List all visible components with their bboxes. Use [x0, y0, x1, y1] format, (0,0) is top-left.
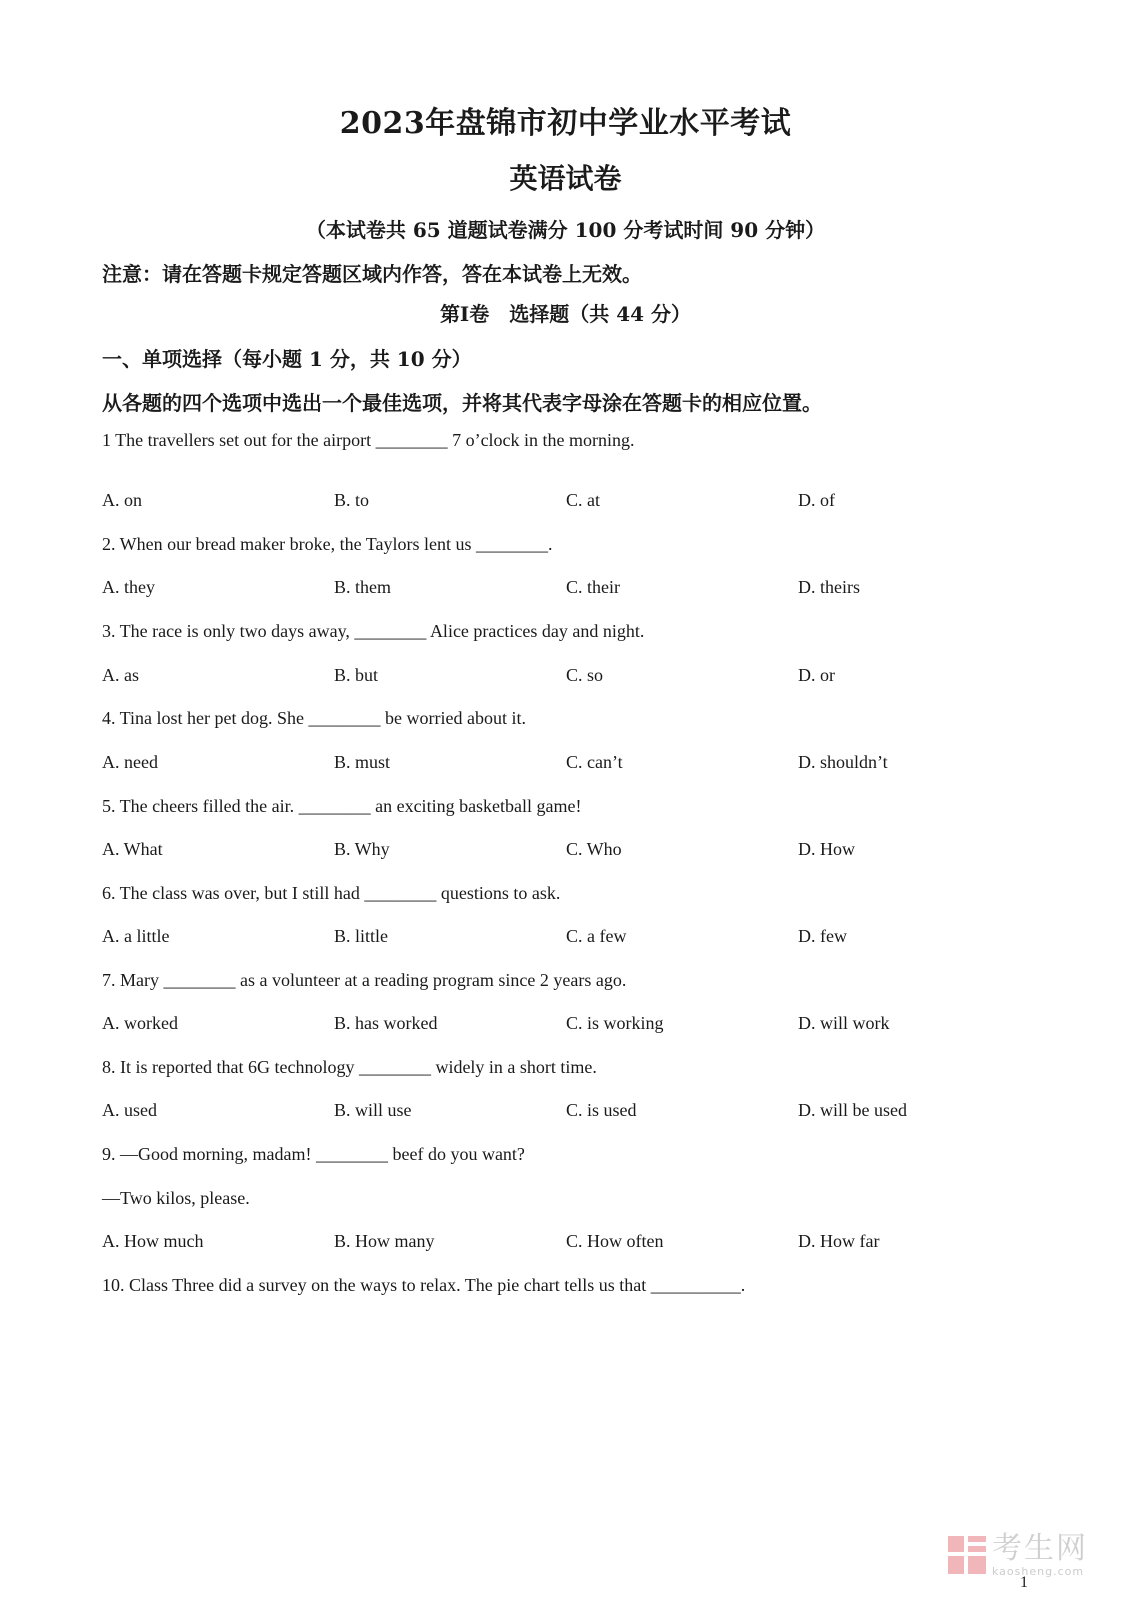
option-9c: C. How often [566, 1231, 664, 1251]
page-number: 1 [1020, 1574, 1028, 1591]
question-5: 5. The cheers filled the air. ________ an exciting basketball game! [102, 796, 582, 816]
option-5a: A. What [102, 839, 163, 859]
question-2: 2. When our bread maker broke, the Taylors lent us ________. [102, 534, 553, 554]
option-1a: A. on [102, 490, 142, 510]
question-6: 6. The class was over, but I still had ________ questions to ask. [102, 883, 561, 903]
option-8a: A. used [102, 1100, 157, 1120]
option-9d: D. How far [798, 1231, 880, 1251]
question-7: 7. Mary ________ as a volunteer at a reading program since 2 years ago. [102, 970, 627, 990]
option-3a: A. as [102, 665, 139, 685]
option-4a: A. need [102, 752, 158, 772]
section-heading: 第Ⅰ卷 选择题（共 44 分） [439, 302, 692, 326]
option-7b: B. has worked [334, 1013, 438, 1033]
option-3b: B. but [334, 665, 379, 685]
option-5c: C. Who [566, 839, 622, 859]
exam-info: （本试卷共 65 道题试卷满分 100 分考试时间 90 分钟） [305, 218, 826, 242]
option-9b: B. How many [334, 1231, 435, 1251]
option-7d: D. will work [798, 1013, 890, 1033]
question-9: 9. —Good morning, madam! ________ beef do you want? [102, 1144, 525, 1164]
exam-title: 2023年盘锦市初中学业水平考试 [339, 106, 792, 141]
option-7c: C. is working [566, 1013, 664, 1033]
option-7a: A. worked [102, 1013, 178, 1033]
option-8c: C. is used [566, 1100, 637, 1120]
watermark-logo [948, 1530, 1108, 1580]
option-3d: D. or [798, 665, 835, 685]
option-2d: D. theirs [798, 577, 860, 597]
part-instruction: 从各题的四个选项中选出一个最佳选项，并将其代表字母涂在答题卡的相应位置。 [102, 391, 822, 415]
option-2b: B. them [334, 577, 391, 597]
watermark-url: kaosheng.com [992, 1564, 1085, 1578]
question-8: 8. It is reported that 6G technology ________ widely in a short time. [102, 1057, 597, 1077]
exam-notice: 注意：请在答题卡规定答题区域内作答，答在本试卷上无效。 [102, 262, 642, 286]
question-3: 3. The race is only two days away, ________ Alice practices day and night. [102, 621, 645, 641]
option-6a: A. a little [102, 926, 170, 946]
option-1d: D. of [798, 490, 835, 510]
watermark-mark-icon [948, 1536, 986, 1574]
option-6b: B. little [334, 926, 388, 946]
option-5d: D. How [798, 839, 855, 859]
option-2a: A. they [102, 577, 155, 597]
option-9a: A. How much [102, 1231, 204, 1251]
question-4: 4. Tina lost her pet dog. She ________ be worried about it. [102, 708, 526, 728]
option-4d: D. shouldn’t [798, 752, 888, 772]
option-2c: C. their [566, 577, 620, 597]
question-10: 10. Class Three did a survey on the ways to relax. The pie chart tells us that __________. [102, 1275, 746, 1295]
option-4b: B. must [334, 752, 391, 772]
option-1c: C. at [566, 490, 600, 510]
option-4c: C. can’t [566, 752, 623, 772]
option-8d: D. will be used [798, 1100, 907, 1120]
option-1b: B. to [334, 490, 370, 510]
exam-subtitle: 英语试卷 [509, 162, 622, 195]
question-1: 1 The travellers set out for the airport ________ 7 o’clock in the morning. [102, 430, 635, 450]
option-8b: B. will use [334, 1100, 412, 1120]
option-6d: D. few [798, 926, 847, 946]
question-9-reply: —Two kilos, please. [102, 1188, 250, 1208]
watermark-text: 考生网 [992, 1530, 1088, 1566]
option-5b: B. Why [334, 839, 390, 859]
part-heading: 一、单项选择（每小题 1 分，共 10 分） [102, 347, 472, 371]
option-6c: C. a few [566, 926, 627, 946]
option-3c: C. so [566, 665, 604, 685]
